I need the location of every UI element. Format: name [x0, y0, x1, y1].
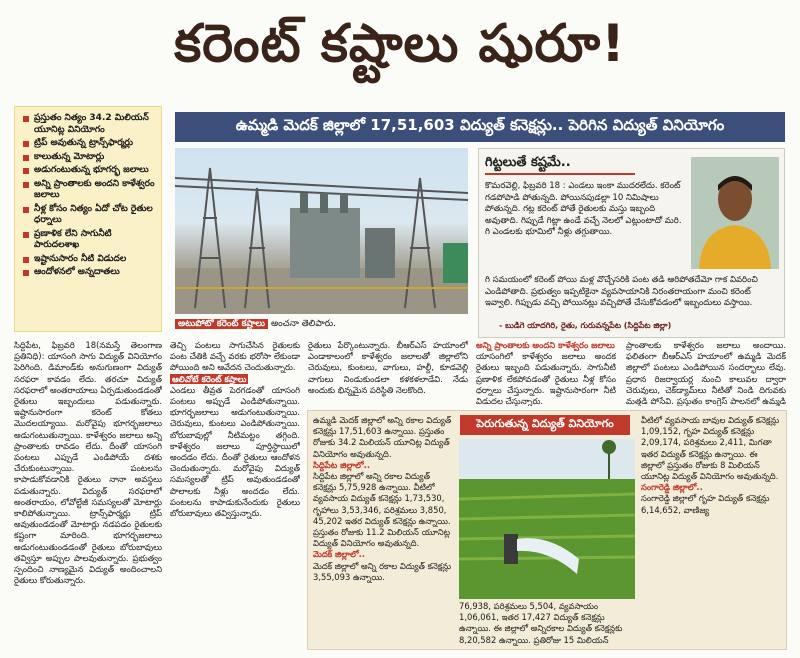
- bullet-icon: [23, 207, 29, 213]
- farmer-quote-box: [478, 148, 785, 338]
- col3-text-b: యాసంగిలో కాళేశ్వరం జలాలు అందక రైతులు ఇబ్బంది పడుతున్నారు. సాగునీటి ప్రణాళిక లేకపోవడంతో రైతులు నీళ్ల కోసం ధర్నాలు చేస్తున్నారు. ఇష్టానుసారంగా నీటి విడుదల చేస్తున్నారు.: [476, 351, 616, 406]
- col2-text-b: ఎండలు తీవ్రత పెరగడంతో యాసంగి పంటలు అప్పుడే ఎండిపోతున్నాయి. భూగర్భజలాలు అడుగంటుతున్నాయి. చెరువులు, కుంటలు ఎండిపోతున్నాయి. బోరుబావుల్లో నీటిమట్టం తగ్గింది. కాళేశ్వరం జలాలు పూర్తిస్థాయిలో అందడం లేదు. దీంతో రైతులు ఆందోళన చెందుతున్నారు. మరోవైపు విద్యుత్ సమస్యలతో ట్రిప్ అవుతుండడంతో పొలాలకు నీళ్లు అందడం లేదు. పంటలను కాపాడుకునేందుకు రైతులు బోరుబావులు తవ్విస్తున్నారు.: [170, 384, 300, 519]
- col2-subheading: ఆలివోటే కరెంట్ కష్టాలు: [172, 373, 247, 384]
- panel-intro: ఉమ్మడి మెదక్ జిల్లాలో అన్ని రకాల విద్యుత్ కనెక్షన్లు 17,51,603 ఉన్నాయి. ప్రస్తుతం రోజుకు 34.2 మిలియన్ యూనిట్ల విద్యుత్ వినియోగం అవుతున్నది.: [313, 415, 452, 459]
- headline: కరెంట్ కష్టాలు షురూ!: [174, 13, 626, 74]
- bullet-icon: [23, 270, 29, 276]
- bullet-icon: [23, 168, 29, 174]
- bullet-icon: [23, 141, 29, 147]
- person-illustration: [691, 157, 779, 269]
- col3-text: రైతులు పేర్కొంటున్నారు. బీఆర్‌ఎస్ హయాంలో ఎండాకాలంలో కాళేశ్వరం జలాలతో జిల్లాలోని చెరువులు, కుంటలు, వాగులు, హల్దీ, కూడవెల్లి వాగులు నిండుకుండలా కళకళలాడేవి. నేడు అందుకు భిన్నమైన పరిస్థితి నెలకొంది.: [308, 340, 468, 395]
- panel-title: పెరుగుతున్న విద్యుత్ వినియోగం: [460, 415, 630, 435]
- col3-subheading: అన్ని ప్రాంతాలకు అందని కాళేశ్వరం జలాలు: [476, 340, 615, 350]
- article-column-3: [308, 340, 468, 406]
- bullet-icon: [23, 116, 29, 122]
- highlight-item: ప్రణాళిక లేని సాగునీటి పారుదలశాఖ: [23, 229, 157, 252]
- article-column-2: [170, 340, 300, 652]
- panel-left-column: [313, 415, 455, 645]
- substation-illustration: [175, 148, 468, 314]
- district-heading-siddipet: సిద్దిపేట జిల్లాలో..: [313, 459, 370, 470]
- quote-attribution: - బుడిగె యాదగిరి, రైతు, గురువన్నపేట (సిద్దిపేట జిల్లా): [499, 321, 672, 330]
- irrigation-photo: [459, 439, 635, 599]
- article-column-4: ప్రాంతాలకు కాళేశ్వరం జలాలు అందాయి. ఫలితంగా బీఆర్‌ఎస్ హయాంలో ఉమ్మడి మెదక్ జిల్లాలో పంటలు ఎండిపోయిన సందర్భాలు లేవు. ప్రధాన రిజర్వాయర్ల నుంచి కాలువల ద్వారా చెరువులు, చెక్‌డ్యామ్‌లు నీటితో నిండి దిగువకు మత్తడి పోసేవి. ప్రస్తుతం కాంగ్రెస్ పాలనలో ఉమ్మడి: [626, 340, 786, 406]
- panel-middle-text: 76,938, పరిశ్రమలు 5,504, వ్యవసాయం 1,06,061, ఇతర 17,427 విద్యుత్ కనెక్షన్లు ఉన్నాయి. ఈ జిల్లాలో అన్నిరకాల విద్యుత్ కనెక్షన్లకు 8,20,582 ఉన్నాయి. ప్రతిరోజు 15 మిలియన్: [459, 601, 623, 645]
- district-heading-medak: మెదక్ జిల్లాలో..: [313, 549, 365, 560]
- caption-label: అటుపోటో కరెంట్ కష్టాలు: [175, 319, 268, 329]
- photo-caption: [175, 318, 468, 332]
- bullet-icon: [23, 232, 29, 238]
- bullet-icon: [23, 257, 29, 263]
- divider: [485, 173, 635, 175]
- highlight-item: ఇష్టానుసారం నీటి విడుదల: [23, 254, 157, 266]
- subheadline-banner: [175, 112, 785, 142]
- highlight-item: అన్ని ప్రాంతాలకు అందని కాళేశ్వరం జలాలు: [23, 179, 157, 202]
- subheadline: ఉమ్మడి మెదక్ జిల్లాలో 17,51,603 విద్యుత్ కనెక్షన్లు.. పెరిగిన విద్యుత్ వినియోగం: [235, 116, 725, 134]
- highlight-item: నీళ్ల కోసం నిత్యం ఏదో చోట రైతుల ధర్నాలు: [23, 204, 157, 227]
- quote-text-bottom: గి సమయంలో కరెంట్ పోయి మళ్ల వొచ్చేసరికి పంట తడి ఆరిపోతదేమో గాక వివరించి ఎండిపోతాది. ప్రభుత్వం ఇప్పటికైనా వ్యవసాయానికి నిరంతరాయంగా మంచి కరెంట్ ఇవ్వాలి. గిప్పుడు వచ్చి పోయినట్లు వచ్చిపోతే చేసుకోవడంలో ఇబ్బందులు వస్తాయి.: [485, 275, 758, 309]
- substation-photo: [175, 148, 468, 314]
- quote-text-top: కొమరవెల్లి, ఫిబ్రవరి 18 : ఎండలు ఇంకా ముదరలేదు. కరెంట్ గడపోపాడి పోతున్నది. పోయినపుడల్లా 10 నిమిషాలు పోతున్నది. గట్ల కరెంట్ పోతే రైతులకు మస్తు ఇబ్బంది అవుతాది. గిప్పుడే గిట్లా ఉండే వచ్చే నెలలో ఎట్లుంటాదో మరి. గి ఎండలకు భూమిలో నీళ్లు తగ్గుతాయి.: [485, 181, 682, 238]
- highlight-item: కాలుతున్న మోటార్లు: [23, 152, 157, 164]
- quote-title: గిట్టలుతే కష్టమే..: [485, 155, 571, 170]
- medak-text: మెదక్ జిల్లాలో అన్ని రకాల విద్యుత్ కనెక్షన్లు 3,55,093 ఉన్నాయి.: [313, 560, 451, 582]
- bullet-icon: [23, 155, 29, 161]
- article-column-1: సిద్దిపేట, ఫిబ్రవరి 18(నమస్తే తెలంగాణ ప్రతినిధి): యాసంగి సాగు విద్యుత్ వినియోగం పెరిగింది. డిమాండ్‌కు అనుగుణంగా విద్యుత్ సరఫరా కావడం లేదు. తరచూ విద్యుత్ సరఫరాలో అంతరాయాలు ఏర్పడుతుండడంతో రైతులు ఇబ్బందులు పడుతున్నారు. ఇష్టానుసారంగా కరెంట్ కోతలు మొదలయ్యాయి. మరోవైపు భూగర్భజలాలు అడుగంటుతున్నాయి. కాళేశ్వరం జలాలు అన్ని ప్రాంతాలకు రావడం లేదు. దీంతో యాసంగి పంటలు ఎప్పుడే ఎండిపోయే దశకు చేరుకుంటున్నాయి. పంటలను కాపాడుకోవడానికి రైతులు నానా అవస్థలు పడుతున్నారు. విద్యుత్ సరఫరాలో అంతరాయం, లోవోల్టేజీ సమస్యలతో మోటార్లు కాలిపోతున్నాయి. ట్రాన్స్‌ఫార్మర్లు ట్రిప్ అవుతుండడంతో మోటార్లు నడపడం రైతులకు కష్టంగా మారింది. భూగర్భజలాలు అడుగంటుతుండడంతో రైతులు బోరుబావులు తవ్విస్తూ అప్పుల పాలవుతున్నారు. ప్రభుత్వం స్పందించి నాణ్యమైన విద్యుత్ అందించాలని రైతులు కోరుతున్నారు.: [14, 340, 162, 586]
- siddipet-text: సిద్దిపేట జిల్లాలో అన్ని రకాల విద్యుత్ కనెక్షన్లు 5,75,928 ఉన్నాయి. వీటిలో వ్యవసాయ విద్యుత్ కనెక్షన్లు 1,73,530, గృహాలు 3,53,346, పరిశ్రమలు 3,850, 45,202 ఇతర విద్యుత్ కనెక్షన్లు ఉన్నాయి. ప్రస్తుతం రోజుకు 11.2 మిలియన్ యూనిట్ల విద్యుత్ వినియోగం అవుతున్నది.: [313, 471, 451, 549]
- panel-right-column: [641, 415, 783, 645]
- highlight-item: ప్రస్తుతం నిత్యం 34.2 మిలియన్ యూనిట్ల వినియోగం: [23, 113, 157, 136]
- article-column-3b: [476, 340, 616, 406]
- highlights-box: [14, 106, 162, 332]
- headline-bar: [0, 0, 800, 100]
- highlight-item: ట్రిప్ అవుతున్న ట్రాన్స్‌ఫార్మర్లు: [23, 138, 157, 150]
- farmer-portrait: [691, 157, 779, 269]
- sangareddy-text: సంగారెడ్డి జిల్లాలో గృహ విద్యుత్ కనెక్షన్లు 6,14,652, వాణిజ్య: [641, 493, 770, 515]
- caption-text: అంచనా తెలిపారు.: [270, 319, 336, 329]
- highlight-item: ఆందోళనలో అన్నదాతలు: [23, 267, 157, 279]
- col2-text: తెచ్చి పంటలు సాగుచేసిన రైతులకు పంట చేతికి వచ్చే వరకు భరోసా లేకుండా పోయింది అని ఆవేదన చెందుతున్నారు.: [170, 340, 300, 373]
- field-illustration: [459, 439, 635, 599]
- right-text: వీటిలో వ్యవసాయ బావుల విద్యుత్ కనెక్షన్లు 1,09,152, గృహ విద్యుత్ కనెక్షన్లు 2,09,174, పరిశ్రమలు 2,411, మిగతా ఇతర విద్యుత్ కనెక్షన్లు ఉన్నాయి. ఈ జిల్లాలో ప్రస్తుతం రోజుకు 8 మిలియన్ యూనిట్ల విద్యుత్ వినియోగం అవుతున్నది.: [641, 415, 780, 482]
- highlight-item: అడుగంటుతున్న భూగర్భ జలాలు: [23, 165, 157, 177]
- district-heading-sangareddy: సంగారెడ్డి జిల్లాలో..: [641, 482, 703, 493]
- bullet-icon: [23, 182, 29, 188]
- consumption-panel: [307, 410, 787, 650]
